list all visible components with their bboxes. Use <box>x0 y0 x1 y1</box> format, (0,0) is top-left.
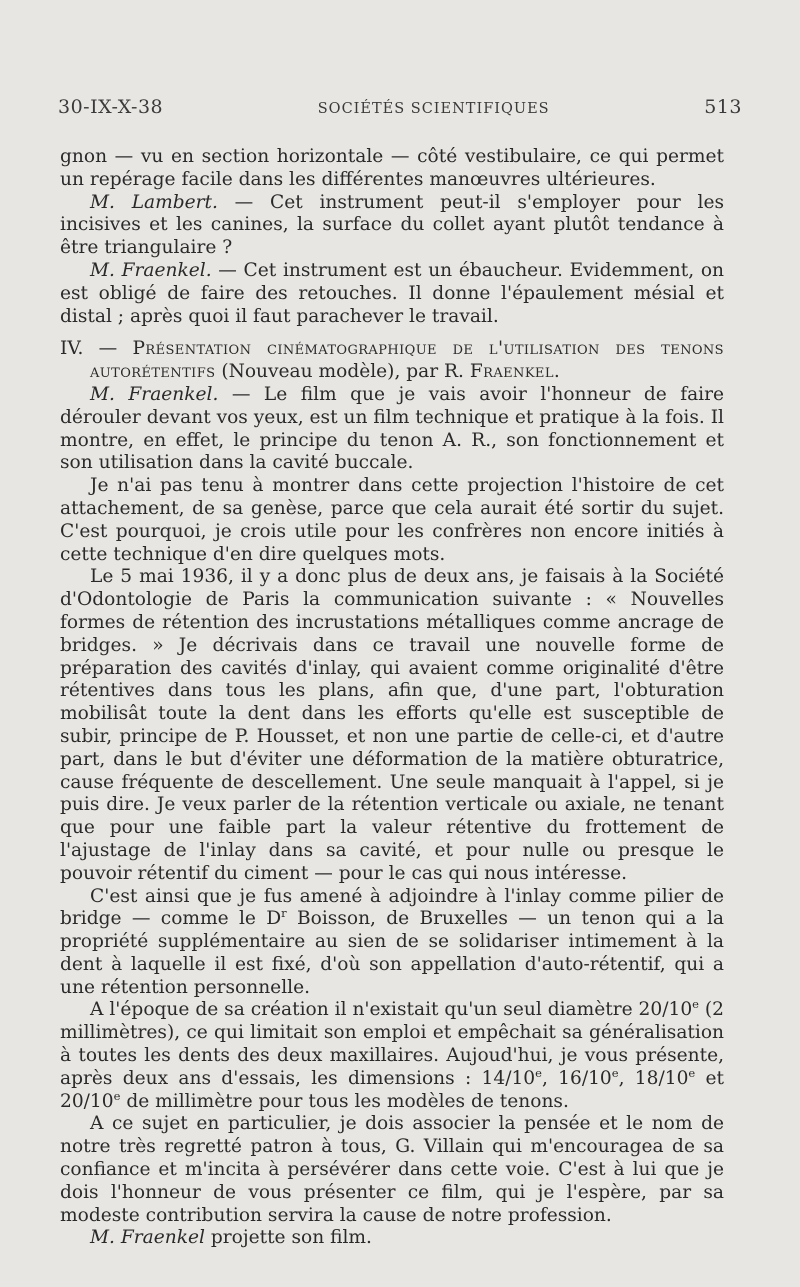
superscript: r <box>281 906 287 921</box>
section-end: . <box>553 361 560 383</box>
paragraph-text: — Cet instrument est un ébaucheur. Evidemment, on est obligé de faire des retouches. Il donne l'épaulement mésial et distal ; après quoi il faut parachever le travail. <box>60 259 724 327</box>
running-header <box>58 96 742 118</box>
section-author: Fraenkel <box>469 361 554 383</box>
page-number: 513 <box>704 96 742 118</box>
paragraph-tenon <box>60 886 724 1000</box>
paragraph-diameters <box>60 999 724 1113</box>
superscript: e <box>611 1065 619 1080</box>
paragraph-communication: Le 5 mai 1936, il y a donc plus de deux ans, je faisais à la Société d'Odontologie de Paris la communication suivante : « Nouvelles formes de rétention des incrustations métalliques comme ancrage de bridges. » Je décrivais dans ce travail une nouvelle forme de préparation des cavités d'inlay, qui avaient comme originalité d'être rétentives dans tous les plans, afin que, d'une part, l'obturation mobilisât toute la dent dans les efforts qu'elle est susceptible de subir, principe de P. Housset, et non une partie de celle-ci, et d'autre part, dans le but d'éviter une déformation de la matière obturatrice, cause fréquente de descellement. Une seule manquait à l'appel, si je puis dire. Je veux parler de la rétention verticale ou axiale, ne tenant que pour une faible part la valeur rétentive du frottement de l'ajustage de l'inlay dans sa cavité, et pour nulle ou presque le pouvoir rétentif du ciment — pour le cas qui nous intéresse. <box>60 566 724 884</box>
paragraph-text: — Le film que je vais avoir l'honneur de faire dérouler devant vos yeux, est un film technique et pratique à la fois. Il montre, en effet, le principe du tenon A. R., son fonctionnement et son utilisation dans la cavité buccale. <box>60 383 724 474</box>
superscript: e <box>688 1065 696 1080</box>
superscript: e <box>692 997 699 1012</box>
paragraph-text: C'est ainsi que je fus amené à adjoindre à l'inlay comme pilier de bridge — comme le D <box>60 885 724 930</box>
section-title: Présentation cinématographique de l'utilisation des tenons autorétentifs <box>90 338 724 383</box>
body-text <box>60 146 724 1250</box>
paragraph-text: , 18/10 <box>618 1067 689 1089</box>
header-title: SOCIÉTÉS SCIENTIFIQUES <box>317 101 550 117</box>
superscript: e <box>113 1088 121 1103</box>
superscript: e <box>535 1065 542 1080</box>
paragraph-history: Je n'ai pas tenu à montrer dans cette projection l'histoire de cet attachement, de sa genèse, parce que cela aurait été sortir du sujet. C'est pourquoi, je crois utile pour les confrères non encore initiés à cette technique d'en dire quelques mots. <box>60 475 724 565</box>
section-number: IV. — <box>60 338 133 360</box>
paragraph-text: projette son film. <box>204 1227 372 1249</box>
paragraph-closing <box>60 1227 724 1250</box>
paragraph-text: , 16/10 <box>541 1067 612 1089</box>
speaker-name: M. Fraenkel. <box>90 383 219 405</box>
paragraph-text: Boisson, de Bruxelles — un tenon qui a la propriété supplémentaire au sien de se solidariser intimement à la dent à laquelle il est fixé, d'où son appellation d'auto-rétentif, qui a une rétention personnelle. <box>60 908 724 998</box>
paragraph-film-intro <box>60 384 724 475</box>
paragraph-fraenkel-answer <box>60 260 724 328</box>
paragraph-text: et 20/10 <box>60 1067 725 1112</box>
paragraph-text: A l'époque de sa création il n'existait qu'un seul diamètre 20/10 <box>90 999 693 1021</box>
paragraph-text: de millimètre pour tous les modèles de tenons. <box>120 1090 569 1112</box>
paragraph-text: (2 millimètres), ce qui limitait son emploi et empêchait sa généralisation à toutes les dents des deux maxillaires. Aujoud'hui, je vous présente, après deux ans d'essais, les dimensions : 14/10 <box>60 999 724 1089</box>
header-date: 30-IX-X-38 <box>58 96 164 118</box>
paragraph-villain: A ce sujet en particulier, je dois associer la pensée et le nom de notre très regretté patron à tous, G. Villain qui m'encouragea de sa confiance et m'incita à persévérer dans cette voie. C'est à lui que je dois l'honneur de vous présenter ce film, qui je l'espère, par sa modeste contribution servira la cause de notre profession. <box>60 1113 724 1226</box>
paragraph-text: — Cet instrument peut-il s'employer pour les incisives et les canines, la surface du collet ayant plutôt tendance à être triangulaire ? <box>60 191 724 259</box>
paragraph-lambert-question <box>60 192 724 260</box>
section-subtitle: (Nouveau modèle), par R. <box>215 361 470 383</box>
paragraph-continuation: gnon — vu en section horizontale — côté vestibulaire, ce qui permet un repérage facile dans les différentes manœuvres ultérieures. <box>60 146 724 190</box>
speaker-name: M. Fraenkel. <box>90 259 212 281</box>
speaker-name: M. Fraenkel <box>90 1227 205 1249</box>
section-heading <box>60 338 724 384</box>
speaker-name: M. Lambert. <box>90 191 218 213</box>
